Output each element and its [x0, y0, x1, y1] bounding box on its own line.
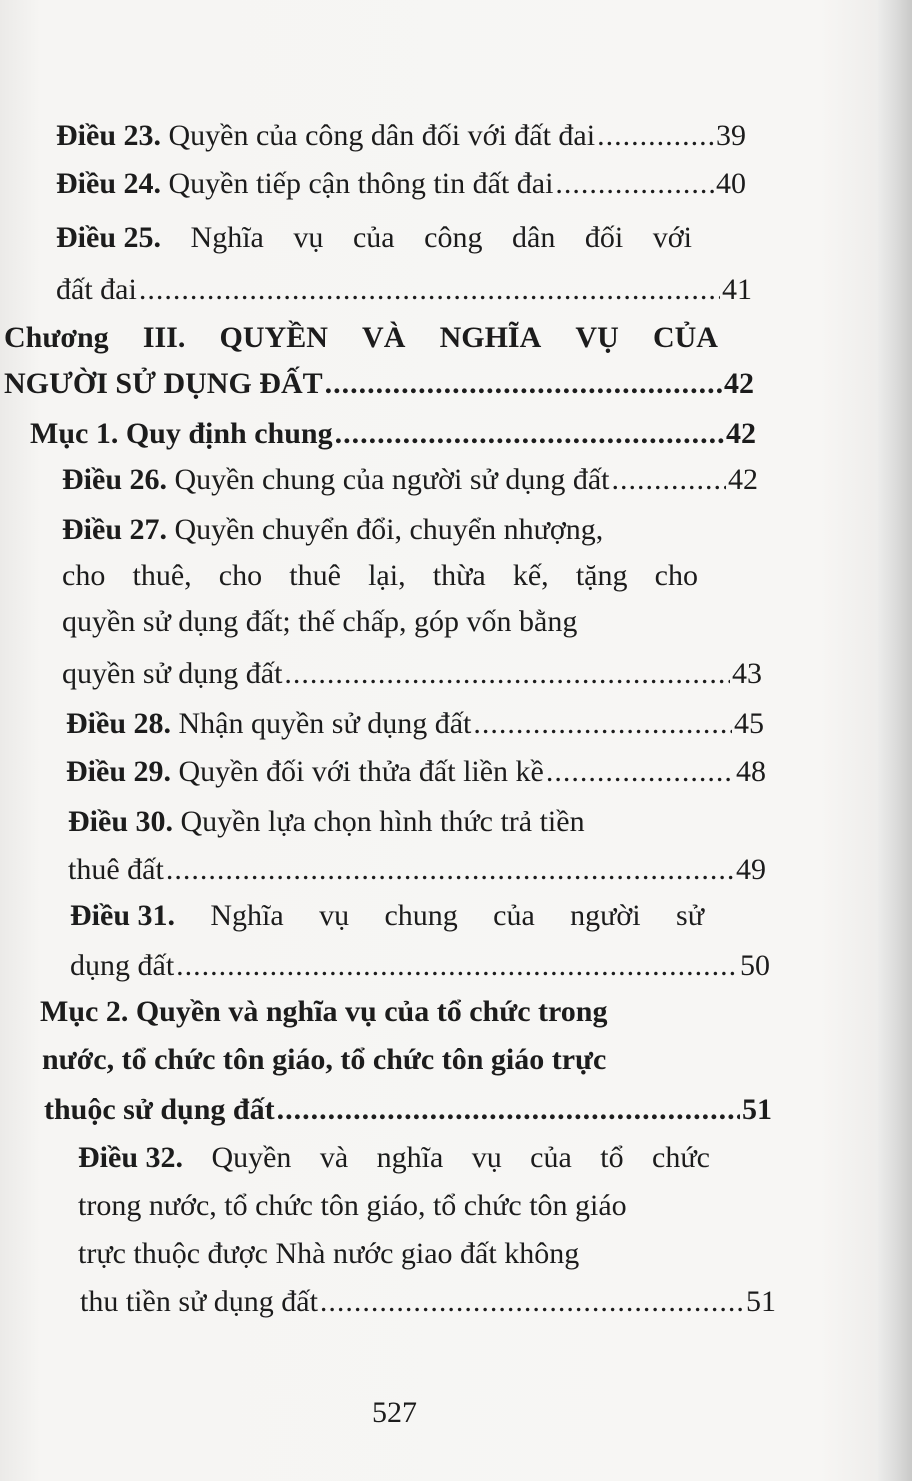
- toc-entry-dieu-23[interactable]: [56, 116, 746, 156]
- entry-label: Điều 26.: [62, 463, 167, 496]
- section-title-cont: nước, tổ chức tôn giáo, tổ chức tôn giáo trực: [42, 1043, 607, 1076]
- entry-page: 48: [736, 755, 766, 788]
- toc-section-muc-2-line2[interactable]: [42, 1040, 710, 1080]
- word: vụ: [293, 221, 324, 254]
- toc-entry-dieu-27-line3[interactable]: [62, 602, 702, 642]
- entry-title-cont: thu tiền sử dụng đất: [80, 1285, 318, 1318]
- word: III.: [142, 321, 186, 354]
- toc-entry-dieu-25[interactable]: [56, 218, 692, 258]
- dot-leader: [320, 1282, 744, 1322]
- word: dân: [512, 221, 556, 254]
- entry-page: 41: [722, 273, 752, 306]
- entry-page: 50: [740, 949, 770, 982]
- entry-title-cont: trong nước, tổ chức tôn giáo, tổ chức tôn giáo: [78, 1189, 627, 1222]
- toc-entry-dieu-31-cont[interactable]: [70, 946, 770, 986]
- entry-page: 40: [716, 167, 746, 200]
- entry-page: 43: [732, 657, 762, 690]
- word: cho: [218, 559, 263, 592]
- entry-title: Quyền chung của người sử dụng đất: [167, 463, 610, 496]
- toc-entry-dieu-28[interactable]: [66, 704, 764, 744]
- word: tổ: [600, 1141, 624, 1174]
- toc-entry-dieu-32-line4[interactable]: [80, 1282, 776, 1322]
- entry-title: Quyền chuyển đổi, chuyển nhượng,: [167, 513, 604, 546]
- toc-chapter-3[interactable]: [4, 318, 718, 358]
- toc-entry-dieu-24[interactable]: [56, 164, 746, 204]
- toc-entry-dieu-27-line2[interactable]: [62, 556, 698, 596]
- chapter-page: 42: [724, 367, 754, 400]
- word: chức: [652, 1141, 710, 1174]
- entry-title-cont: thuê đất: [68, 853, 164, 886]
- dot-leader: [325, 364, 722, 404]
- entry-page: 51: [746, 1285, 776, 1318]
- word: và: [319, 1141, 349, 1174]
- dot-leader: [555, 164, 714, 204]
- dot-leader: [176, 946, 738, 986]
- word: thuê,: [132, 559, 192, 592]
- toc-entry-dieu-25-cont[interactable]: [56, 270, 752, 310]
- section-title: Mục 2. Quyền và nghĩa vụ của tổ chức trong: [40, 995, 608, 1028]
- entry-label: Điều 29.: [66, 755, 171, 788]
- word: NGHĨA: [439, 321, 542, 354]
- entry-title: Quyền đối với thửa đất liền kề: [171, 755, 544, 788]
- toc-section-muc-2[interactable]: [40, 992, 708, 1032]
- entry-label: Điều 27.: [62, 513, 167, 546]
- entry-label: Điều 24.: [56, 167, 161, 200]
- word: của: [530, 1141, 572, 1174]
- dot-leader: [473, 704, 732, 744]
- entry-title-cont: quyền sử dụng đất; thế chấp, góp vốn bằng: [62, 605, 578, 638]
- dot-leader: [166, 850, 734, 890]
- entry-title: Quyền tiếp cận thông tin đất đai: [161, 167, 554, 200]
- word: với: [652, 221, 692, 254]
- word: người: [570, 899, 641, 932]
- toc-section-muc-1[interactable]: [30, 414, 756, 454]
- toc-chapter-3-cont[interactable]: [4, 364, 754, 404]
- toc-entry-dieu-29[interactable]: [66, 752, 766, 792]
- entry-page: 45: [734, 707, 764, 740]
- section-title-cont: thuộc sử dụng đất: [44, 1093, 275, 1126]
- entry-title: Nhận quyền sử dụng đất: [171, 707, 472, 740]
- word: kế,: [512, 559, 549, 592]
- word: vụ: [471, 1141, 502, 1174]
- entry-label: Điều 31.: [70, 899, 175, 932]
- entry-title: Quyền của công dân đối với đất đai: [161, 119, 596, 152]
- word: lại,: [368, 559, 406, 592]
- word: đối: [584, 221, 624, 254]
- word: cho: [654, 559, 698, 592]
- word: Nghĩa: [190, 221, 264, 254]
- page-number: 527: [372, 1396, 417, 1429]
- entry-title-cont: quyền sử dụng đất: [62, 657, 283, 690]
- word: vụ: [319, 899, 350, 932]
- entry-title: Quyền lựa chọn hình thức trả tiền: [173, 805, 585, 838]
- entry-label: Điều 23.: [56, 119, 161, 152]
- entry-page: 42: [728, 463, 758, 496]
- section-title: Mục 1. Quy định chung: [30, 417, 333, 450]
- toc-entry-dieu-31[interactable]: [70, 896, 704, 936]
- dot-leader: [611, 460, 726, 500]
- word: Nghĩa: [210, 899, 284, 932]
- entry-title-cont: dụng đất: [70, 949, 175, 982]
- book-spine-shadow: [878, 0, 912, 1481]
- chapter-title-cont: NGƯỜI SỬ DỤNG ĐẤT: [4, 367, 323, 400]
- section-page: 42: [726, 417, 756, 450]
- word: nghĩa: [376, 1141, 444, 1174]
- dot-leader: [335, 414, 724, 454]
- word: thừa: [432, 559, 486, 592]
- entry-label: Điều 32.: [78, 1141, 183, 1174]
- toc-entry-dieu-27-line4[interactable]: [62, 654, 762, 694]
- dot-leader: [284, 654, 730, 694]
- word: tặng: [575, 559, 628, 592]
- word: Chương: [4, 321, 109, 354]
- dot-leader: [139, 270, 720, 310]
- toc-entry-dieu-32-line3[interactable]: [78, 1234, 718, 1274]
- entry-page: 39: [716, 119, 746, 152]
- entry-label: Điều 30.: [68, 805, 173, 838]
- word: chung: [384, 899, 458, 932]
- word: VỤ: [575, 321, 619, 354]
- word: CỦA: [652, 321, 718, 354]
- dot-leader: [546, 752, 734, 792]
- word: công: [424, 221, 483, 254]
- word: cho: [62, 559, 106, 592]
- toc-entry-dieu-30-cont[interactable]: [68, 850, 766, 890]
- entry-title-cont: trực thuộc được Nhà nước giao đất không: [78, 1237, 580, 1270]
- dot-leader: [597, 116, 714, 156]
- entry-label: Điều 25.: [56, 221, 161, 254]
- entry-page: 49: [736, 853, 766, 886]
- entry-title-cont: đất đai: [56, 273, 137, 306]
- word: của: [352, 221, 395, 254]
- entry-label: Điều 28.: [66, 707, 171, 740]
- word: Quyền: [211, 1141, 292, 1174]
- word: sử: [676, 899, 704, 932]
- toc-entry-dieu-32-line2[interactable]: [78, 1186, 718, 1226]
- word: VÀ: [362, 321, 406, 354]
- toc-entry-dieu-26[interactable]: [62, 460, 758, 500]
- toc-entry-dieu-32[interactable]: [78, 1138, 710, 1178]
- toc-entry-dieu-30[interactable]: [68, 802, 708, 842]
- word: của: [493, 899, 535, 932]
- word: QUYỀN: [219, 321, 328, 354]
- toc-section-muc-2-line3[interactable]: [44, 1090, 772, 1130]
- dot-leader: [277, 1090, 740, 1130]
- toc-entry-dieu-27[interactable]: [62, 510, 702, 550]
- word: thuê: [289, 559, 341, 592]
- section-page: 51: [742, 1093, 772, 1126]
